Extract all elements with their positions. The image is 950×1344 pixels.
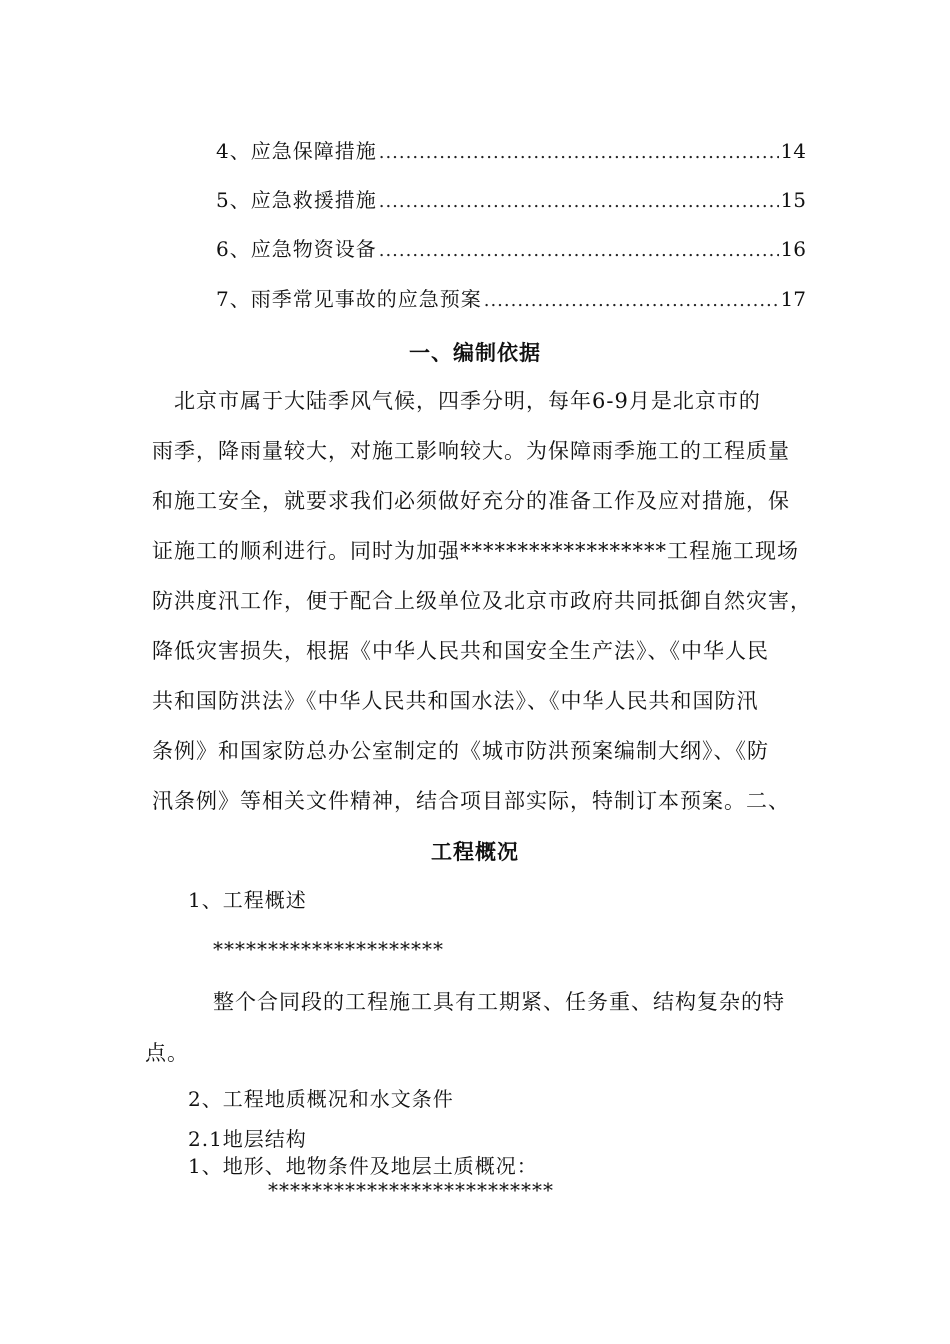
subsection-heading: 1、工程概述 (188, 888, 307, 912)
toc-entry-label: 6、应急物资设备 (216, 237, 377, 261)
subsection-heading: 2、工程地质概况和水文条件 (188, 1087, 454, 1111)
toc-entry-label: 7、雨季常见事故的应急预案 (216, 287, 482, 311)
toc-entry[interactable] (216, 282, 806, 316)
paragraph-line: 整个合同段的工程施工具有工期紧、任务重、结构复杂的特 (213, 990, 785, 1014)
toc-entry-page: 16 (780, 237, 806, 261)
subsection-heading: 1、地形、地物条件及地层土质概况： (188, 1154, 538, 1178)
paragraph-line: 证施工的顺利进行。同时为加强******************工程施工现场 (152, 539, 799, 563)
toc-entry-label: 4、应急保障措施 (216, 139, 377, 163)
paragraph-line: 共和国防洪法》《中华人民共和国水法》、《中华人民共和国防汛 (152, 689, 759, 713)
toc-entry[interactable] (216, 134, 806, 168)
toc-entry[interactable] (216, 232, 806, 266)
toc-entry-page: 17 (780, 287, 806, 311)
toc-leader-dots (484, 284, 779, 318)
paragraph-line: 点。 (145, 1041, 189, 1065)
section-heading: 一、编制依据 (409, 340, 541, 365)
paragraph-line: 和施工安全，就要求我们必须做好充分的准备工作及应对措施，保 (152, 489, 790, 513)
toc-leader-dots (379, 234, 779, 268)
subsection-heading: 2.1地层结构 (188, 1127, 307, 1151)
toc-entry[interactable] (216, 183, 806, 217)
paragraph-line: 汛条例》等相关文件精神，结合项目部实际，特制订本预案。二、 (152, 789, 790, 813)
section-heading: 工程概况 (431, 839, 519, 864)
paragraph-line: 雨季，降雨量较大，对施工影响较大。为保障雨季施工的工程质量 (152, 439, 790, 463)
toc-entry-label: 5、应急救援措施 (216, 188, 377, 212)
placeholder-text: ********************* (213, 937, 444, 961)
toc-leader-dots (379, 136, 779, 170)
paragraph-line: 北京市属于大陆季风气候，四季分明，每年6-9月是北京市的 (152, 389, 761, 413)
paragraph-line: 条例》和国家防总办公室制定的《城市防洪预案编制大纲》、《防 (152, 739, 769, 763)
paragraph-line: 防洪度汛工作，便于配合上级单位及北京市政府共同抵御自然灾害， (152, 589, 812, 613)
toc-entry-page: 15 (780, 188, 806, 212)
placeholder-text: ************************** (268, 1178, 554, 1202)
toc-leader-dots (379, 185, 779, 219)
paragraph-line: 降低灾害损失，根据《中华人民共和国安全生产法》、《中华人民 (152, 639, 769, 663)
toc-entry-page: 14 (780, 139, 806, 163)
